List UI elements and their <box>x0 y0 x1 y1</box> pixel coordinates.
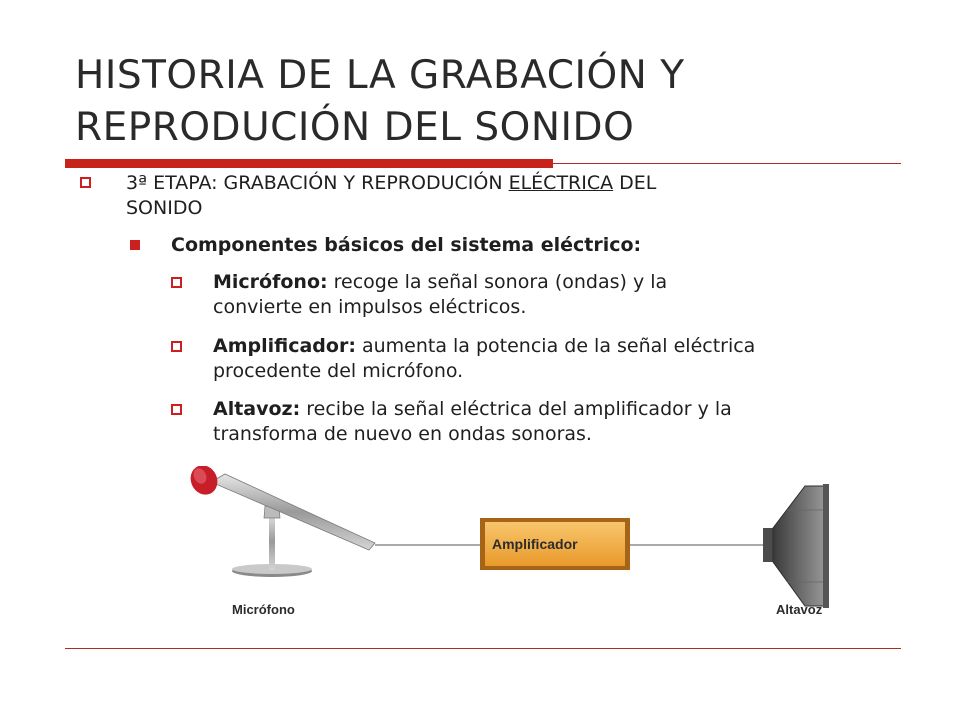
item-text-line-2: convierte en impulsos eléctricos. <box>213 296 527 318</box>
list-item-amplificador <box>213 334 913 384</box>
item-text: recibe la señal eléctrica del amplificador y la <box>300 398 732 420</box>
stage-heading-line-2: SONIDO <box>126 197 203 219</box>
stage-heading <box>126 171 886 221</box>
slide-title <box>75 50 935 154</box>
item-text-line-2: transforma de nuevo en ondas sonoras. <box>213 423 592 445</box>
item-text-line-2: procedente del micrófono. <box>213 360 464 382</box>
item-text: aumenta la potencia de la señal eléctrica <box>355 335 756 357</box>
title-divider-line <box>553 163 901 164</box>
speaker-label: Altavoz <box>776 602 823 617</box>
stage-heading-tail: DEL <box>613 172 657 194</box>
stage-heading-underlined: ELÉCTRICA <box>508 172 614 194</box>
stage-heading-text: 3ª ETAPA: GRABACIÓN Y REPRODUCIÓN <box>126 172 509 194</box>
slide-title-line-2: REPRODUCIÓN DEL SONIDO <box>75 105 635 150</box>
amplifier-label: Amplificador <box>492 536 578 552</box>
bullet-hollow-icon <box>171 341 182 352</box>
speaker-icon <box>763 484 829 608</box>
components-subheading: Componentes básicos del sistema eléctrico: <box>171 234 642 256</box>
bullet-hollow-icon <box>171 277 182 288</box>
item-term: Amplificador: <box>213 335 356 357</box>
microphone-icon <box>186 466 375 577</box>
slide-title-line-1: HISTORIA DE LA GRABACIÓN Y <box>75 53 685 98</box>
bullet-solid-icon <box>130 240 140 250</box>
list-item-altavoz <box>213 397 913 447</box>
microphone-label: Micrófono <box>232 602 295 617</box>
item-term: Altavoz: <box>213 398 301 420</box>
footer-divider-line <box>65 648 901 649</box>
bullet-hollow-icon <box>80 177 91 188</box>
title-accent-bar <box>65 159 553 168</box>
bullet-hollow-icon <box>171 404 182 415</box>
item-text: recoge la señal sonora (ondas) y la <box>327 271 668 293</box>
list-item-microfono <box>213 270 913 320</box>
item-term: Micrófono: <box>213 271 328 293</box>
sound-system-diagram <box>155 466 888 628</box>
